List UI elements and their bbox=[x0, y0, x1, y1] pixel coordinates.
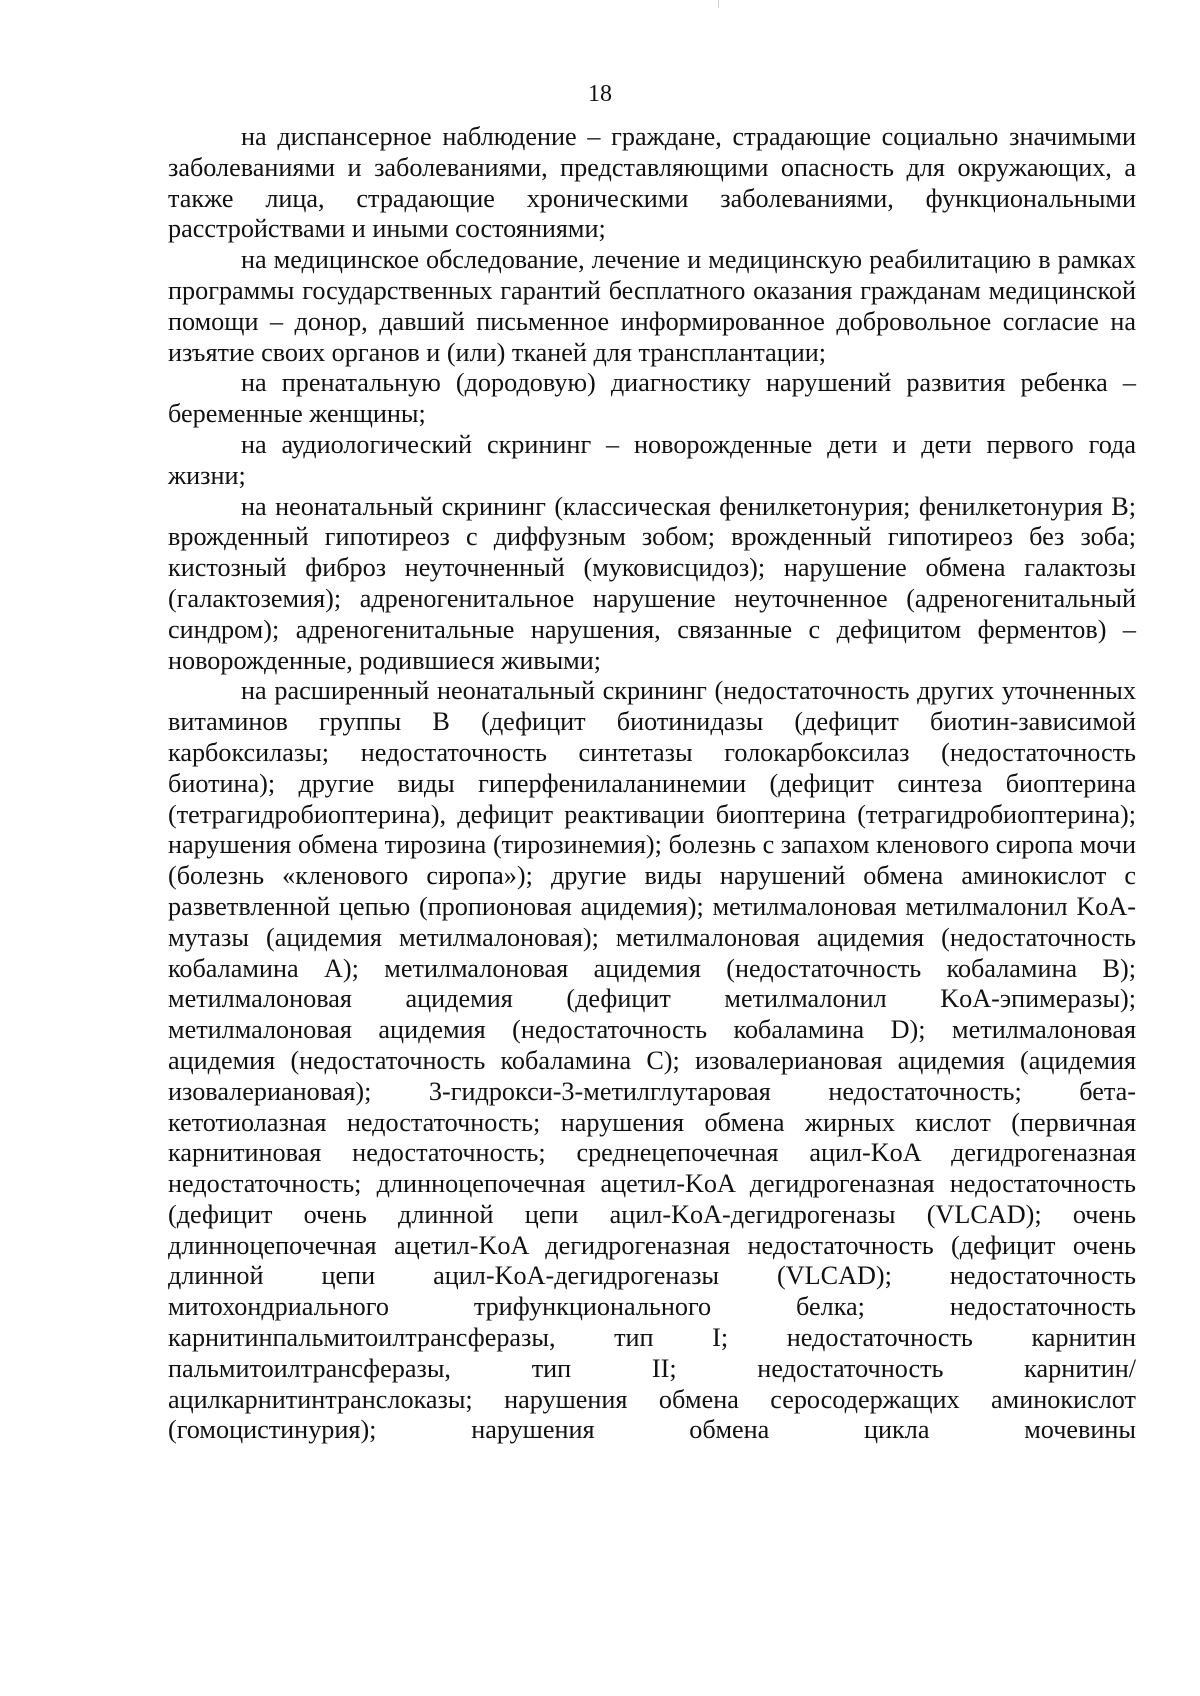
paragraph-dispensary-observation: на диспансерное наблюдение – граждане, страдающие социально значимыми заболеваниями и заболеваниями, представляющими опасность для окружающих, а также лица, страдающие хроническими заболеваниями, функциональными расстройствами и иными состояниями; bbox=[168, 122, 1136, 244]
paragraph-prenatal-diagnostics: на пренатальную (дородовую) диагностику нарушений развития ребенка – беременные женщины; bbox=[168, 368, 1136, 429]
paragraph-donor-examination: на медицинское обследование, лечение и медицинскую реабилитацию в рамках программы государственных гарантий бесплатного оказания гражданам медицинской помощи – донор, давший письменное информированное добровольное согласие на изъятие своих органов и (или) тканей для трансплантации; bbox=[168, 245, 1136, 367]
scan-mark bbox=[718, 0, 719, 8]
paragraph-neonatal-screening: на неонатальный скрининг (классическая фенилкетонурия; фенилкетонурия B; врожденный гипотиреоз с диффузным зобом; врожденный гипотиреоз без зоба; кистозный фиброз неуточненный (муковисцидоз); нарушение обмена галактозы (галактоземия); адреногенитальное нарушение неуточненное (адреногенитальный синдром); адреногенитальные нарушения, связанные с дефицитом ферментов) – новорожденные, родившиеся живыми; bbox=[168, 491, 1136, 675]
body-text bbox=[168, 122, 1136, 1446]
paragraph-extended-neonatal-screening: на расширенный неонатальный скрининг (недостаточность других уточненных витаминов группы B (дефицит биотинидазы (дефицит биотин-зависимой карбоксилазы; недостаточность синтетазы голокарбоксилаз (недостаточность биотина); другие виды гиперфенилаланинемии (дефицит синтеза биоптерина (тетрагидробиоптерина), дефицит реактивации биоптерина (тетрагидробиоптерина); нарушения обмена тирозина (тирозинемия); болезнь с запахом кленового сиропа мочи (болезнь «кленового сиропа»); другие виды нарушений обмена аминокислот с разветвленной цепью (пропионовая ацидемия); метилмалоновая метилмалонил KoA-мутазы (ацидемия метилмалоновая); метилмалоновая ацидемия (недостаточность кобаламина A); метилмалоновая ацидемия (недостаточность кобаламина B); метилмалоновая ацидемия (дефицит метилмалонил KoA-эпимеразы); метилмалоновая ацидемия (недостаточность кобаламина D); метилмалоновая ацидемия (недостаточность кобаламина C); изовалериановая ацидемия (ацидемия изовалериановая); 3-гидрокси-3-метилглутаровая недостаточность; бета-кетотиолазная недостаточность; нарушения обмена жирных кислот (первичная карнитиновая недостаточность; среднецепочечная ацил-KoA дегидрогеназная недостаточность; длинноцепочечная ацетил-KoA дегидрогеназная недостаточность (дефицит очень длинной цепи ацил-KoA-дегидрогеназы (VLCAD); очень длинноцепочечная ацетил-KoA дегидрогеназная недостаточность (дефицит очень длинной цепи ацил-KoA-дегидрогеназы (VLCAD); недостаточность митохондриального трифункционального белка; недостаточность карнитинпальмитоилтрансферазы, тип I; недостаточность карнитин пальмитоилтрансферазы, тип II; недостаточность карнитин/ацилкарнитинтранслоказы; нарушения обмена серосодержащих аминокислот (гомоцистинурия); нарушения обмена цикла мочевины bbox=[168, 676, 1136, 1445]
paragraph-audiological-screening: на аудиологический скрининг – новорожденные дети и дети первого года жизни; bbox=[168, 429, 1136, 490]
page-number: 18 bbox=[588, 81, 612, 107]
